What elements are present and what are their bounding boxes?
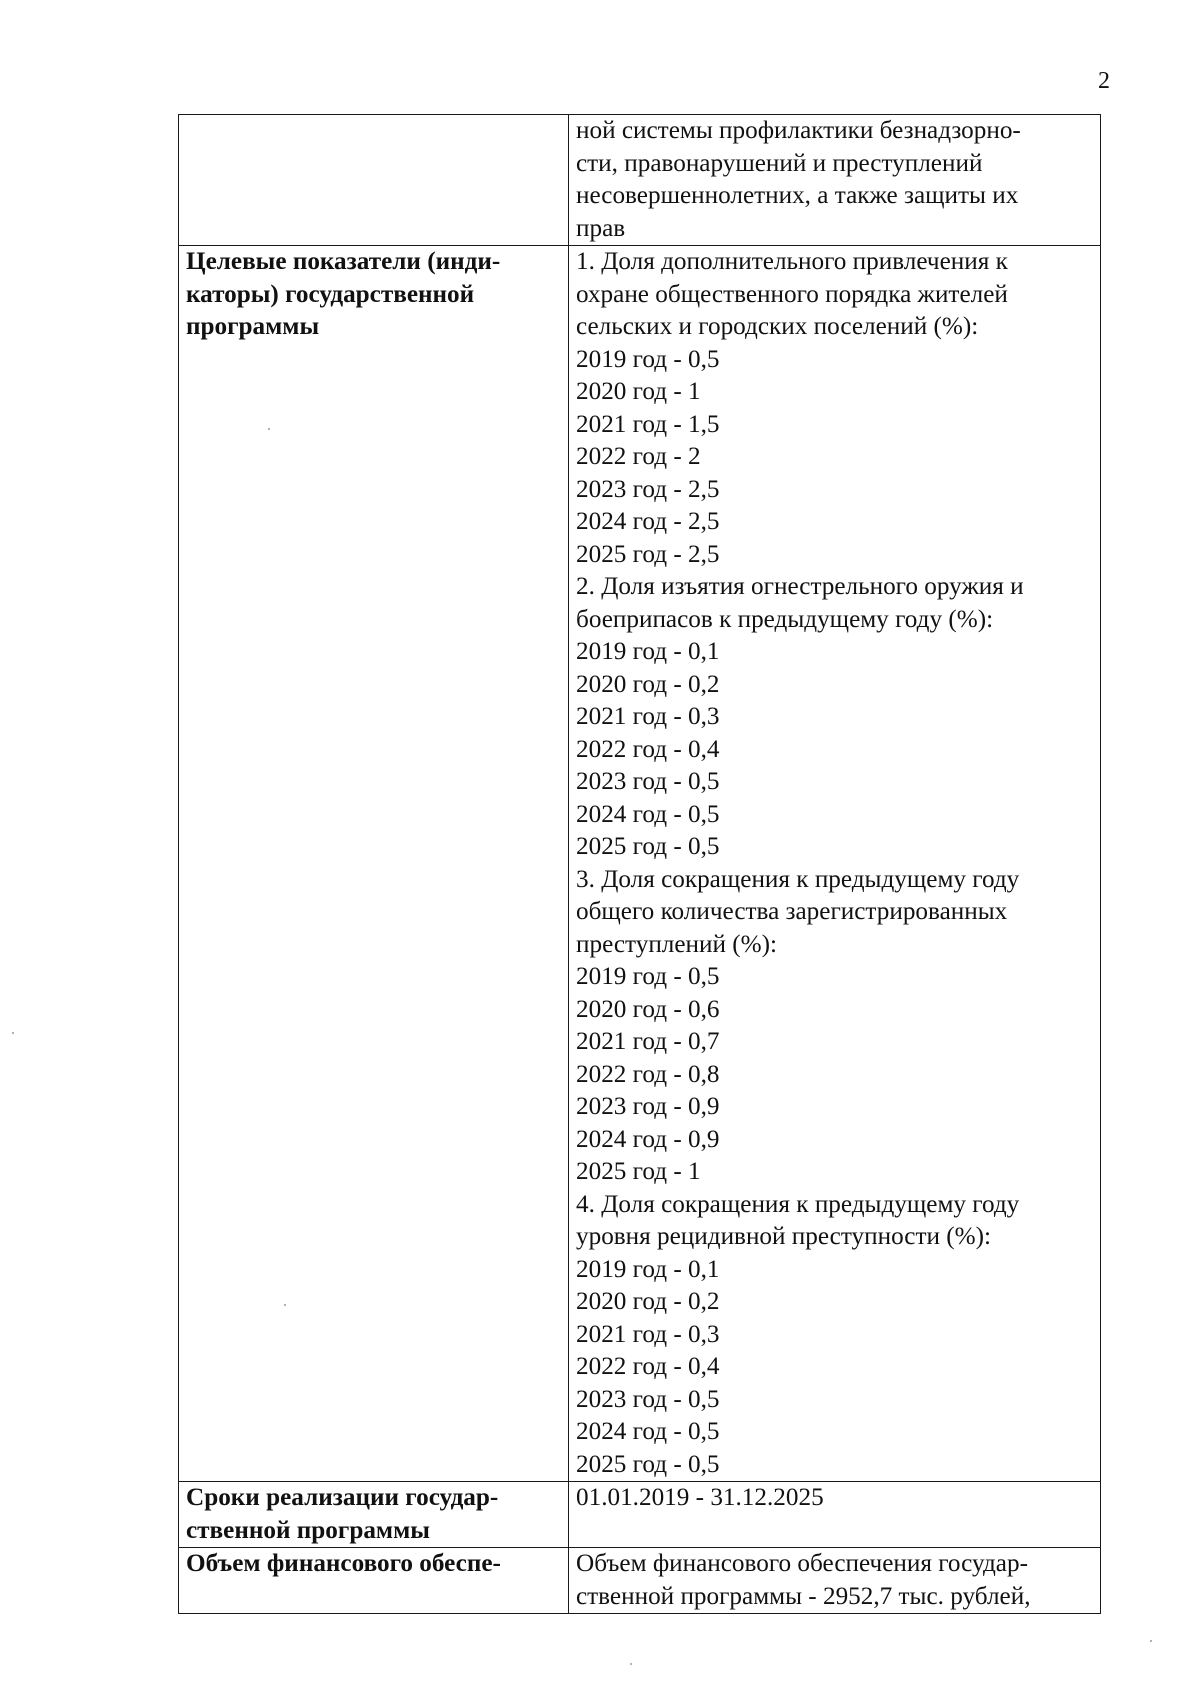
value-line: 2019 год - 0,1 [576, 638, 720, 665]
value-line: 2022 год - 0,4 [576, 735, 720, 763]
value-line: 2024 год - 2,5 [576, 508, 720, 535]
value-line: уровня рецидивной преступности (%): [576, 1223, 992, 1250]
value-line: Объем финансового обеспечения государ- [576, 1550, 1028, 1577]
value-line: 2021 год - 0,7 [576, 1028, 720, 1055]
passport-row [179, 1548, 1101, 1614]
label-line: каторы) государственной [186, 280, 475, 308]
value-line: 2022 год - 0,8 [576, 1060, 720, 1088]
value-line: 2025 год - 2,5 [576, 540, 720, 568]
passport-row-value [569, 115, 1101, 246]
label-line: Сроки реализации государ- [186, 1484, 499, 1511]
passport-row [179, 246, 1101, 1482]
value-line: 2025 год - 0,5 [576, 833, 720, 860]
passport-row-label [179, 246, 569, 1482]
passport-row [179, 1482, 1101, 1548]
value-line: общего количества зарегистрированных [576, 898, 1008, 925]
program-passport-table [178, 114, 1101, 1614]
value-line: 2024 год - 0,5 [576, 1418, 720, 1445]
value-line: 2023 год - 0,5 [576, 768, 720, 795]
value-line: несовершеннолетних, а также защиты их [576, 182, 1019, 209]
value-line: 2021 год - 0,3 [576, 1320, 720, 1348]
value-line: 01.01.2019 - 31.12.2025 [576, 1484, 824, 1511]
passport-row-label [179, 115, 569, 246]
value-line: 2021 год - 1,5 [576, 410, 720, 438]
value-line: сельских и городских поселений (%): [576, 313, 979, 340]
passport-row [179, 115, 1101, 246]
value-line: 2019 год - 0,5 [576, 963, 720, 990]
label-line: Целевые показатели (инди- [186, 248, 501, 275]
value-line: 2019 год - 0,1 [576, 1255, 720, 1283]
value-line: 3. Доля сокращения к предыдущему году [576, 865, 1020, 893]
value-line: ственной программы - 2952,7 тыс. рублей, [576, 1582, 1031, 1610]
scan-speck [284, 1304, 286, 1306]
passport-row-value [569, 246, 1101, 1482]
scan-speck [268, 428, 270, 430]
value-line: 2020 год - 0,2 [576, 1288, 720, 1315]
value-line: 2022 год - 2 [576, 443, 701, 470]
label-line: ственной программы [186, 1516, 430, 1544]
scan-speck [630, 1663, 632, 1665]
value-line: сти, правонарушений и преступлений [576, 149, 983, 177]
value-line: боеприпасов к предыдущему году (%): [576, 605, 994, 633]
value-line: 2. Доля изъятия огнестрельного оружия и [576, 573, 1024, 600]
label-line: Объем финансового обеспе- [186, 1550, 501, 1577]
passport-row-label [179, 1548, 569, 1614]
page-number: 2 [1098, 68, 1110, 94]
value-line: 2019 год - 0,5 [576, 345, 720, 373]
value-line: преступлений (%): [576, 930, 778, 958]
value-line: 2022 год - 0,4 [576, 1353, 720, 1380]
value-line: 2023 год - 0,9 [576, 1093, 720, 1120]
value-line: 4. Доля сокращения к предыдущему году [576, 1190, 1020, 1218]
value-line: 2025 год - 1 [576, 1158, 701, 1185]
value-line: 2024 год - 0,9 [576, 1125, 720, 1153]
value-line: 1. Доля дополнительного привлечения к [576, 248, 1008, 275]
passport-table-body [179, 115, 1101, 1614]
scan-speck [12, 1032, 14, 1034]
value-line: 2024 год - 0,5 [576, 800, 720, 828]
label-line: программы [186, 313, 320, 340]
value-line: 2020 год - 0,6 [576, 995, 720, 1023]
value-line: 2025 год - 0,5 [576, 1450, 720, 1478]
passport-row-value [569, 1548, 1101, 1614]
value-line: 2023 год - 2,5 [576, 475, 720, 503]
value-line: охране общественного порядка жителей [576, 280, 1008, 308]
value-line: 2023 год - 0,5 [576, 1385, 720, 1413]
value-line: прав [576, 214, 626, 242]
value-line: 2020 год - 0,2 [576, 670, 720, 698]
value-line: ной системы профилактики безнадзорно- [576, 117, 1021, 144]
value-line: 2021 год - 0,3 [576, 703, 720, 730]
passport-row-value [569, 1482, 1101, 1548]
passport-row-label [179, 1482, 569, 1548]
value-line: 2020 год - 1 [576, 378, 701, 405]
scan-speck [1150, 1640, 1152, 1642]
